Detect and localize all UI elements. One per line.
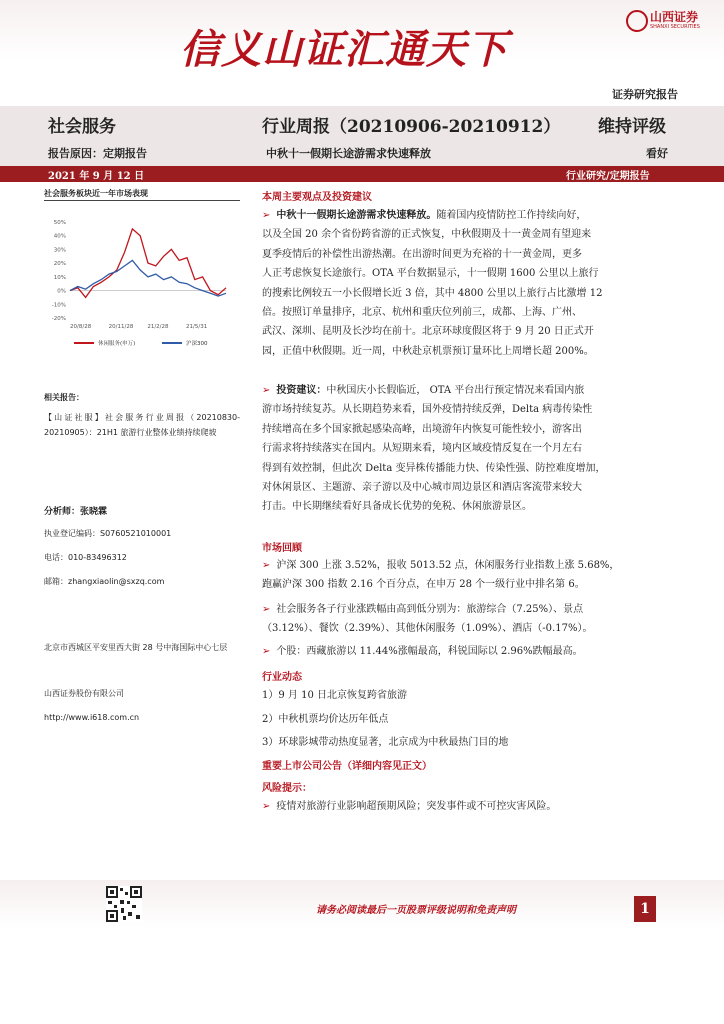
date-bar bbox=[0, 166, 724, 182]
paragraph-invest: ➢ 投资建议：中秋国庆小长假临近， OTA 平台出行预定情况来看国内旅 游市场持续复苏。从长期趋势来看，国外疫情持续反弹，Delta 病毒传染性 持续增高在多个国家掀起感染高峰，出境游年内恢复可能性较小，游客出 行需求将持续落实在国内。从短期来看，境内区域疫情反复在一个月左右 得到有效控制，但此次 Delta 变异株传播能力快、传染性强、防控难度增加， 对休闲景区、主题游、亲子游以及中心城市周边景区和酒店客流带来较大 打击。中长期继续看好具备成长优势的免税、休闲旅游景区。 bbox=[262, 385, 606, 513]
paragraph-market-3: ➢ 个股：西藏旅游以 11.44%涨幅最高，科锐国际以 2.96%跌幅最高。 bbox=[262, 646, 583, 657]
section-risk: 风险提示： bbox=[262, 783, 312, 794]
legend-label: 沪深300 bbox=[186, 341, 208, 347]
disclaimer: 请务必阅读最后一页股票评级说明和免责声明 bbox=[316, 905, 516, 916]
address: 北京市西城区平安里西大街 28 号中海国际中心七层 bbox=[44, 643, 228, 652]
report-reason: 报告原因：定期报告 bbox=[48, 147, 147, 160]
bullet-icon: ➢ bbox=[262, 604, 271, 615]
logo-text: 山西证券 bbox=[650, 10, 699, 24]
section-views: 本周主要观点及投资建议 bbox=[262, 192, 372, 203]
y-tick-label: 0% bbox=[57, 288, 66, 295]
lead-text: 中秋十一假期长途游需求快速释放。 bbox=[276, 210, 437, 221]
news-item: 1）9 月 10 日北京恢复跨省旅游 bbox=[262, 690, 407, 701]
paragraph-market-1: ➢ 沪深 300 上涨 3.52%，报收 5013.52 点，休闲服务行业指数上涨 5.68%， 跑赢沪深 300 指数 2.16 个百分点，在申万 28 个一级行业中排名第 6。 bbox=[262, 560, 620, 591]
section-market: 市场回顾 bbox=[262, 543, 302, 554]
paragraph-holiday: ➢ 中秋十一假期长途游需求快速释放。随着国内疫情防控工作持续向好， 以及全国 20 余个省份跨省游的正式恢复，中秋假期及十一黄金周有望迎来 夏季疫情后的补偿性出游热潮。在出游时间更为充裕的十一黄金周，更多 人正考虑恢复长途旅行。OTA 平台数据显示，十一假期 1600 公里以上旅行 的搜索比例较五一小长假增长近 3 倍，其中 4800 公里以上旅行占比激增 12 倍。按照订单量排序，北京、杭州和重庆位列前三，成都、上海、广州、 武汉、深圳、昆明及长沙均在前十。北京环球度假区将于 9 月 20 日正式开 园，正值中秋假期。近一周，中秋赴京机票预订量环比上周增长超 200%。 bbox=[262, 210, 603, 357]
y-tick-label: 10% bbox=[53, 274, 66, 281]
divider bbox=[44, 200, 240, 201]
sector-name: 社会服务 bbox=[48, 117, 116, 137]
x-tick-label: 20/8/28 bbox=[70, 324, 92, 330]
report-type: 行业研究/定期报告 bbox=[566, 171, 650, 182]
bullet-icon: ➢ bbox=[262, 801, 271, 812]
y-tick-label: 40% bbox=[53, 233, 66, 240]
research-label: 证券研究报告 bbox=[612, 88, 678, 101]
bullet-icon: ➢ bbox=[262, 385, 271, 396]
y-tick-label: 20% bbox=[53, 261, 66, 268]
website-link[interactable]: http://www.i618.com.cn bbox=[44, 713, 140, 722]
bullet-icon: ➢ bbox=[262, 560, 271, 571]
chart-title: 社会服务板块近一年市场表现 bbox=[44, 189, 148, 198]
outlook: 看好 bbox=[646, 147, 668, 160]
report-date: 2021 年 9 月 12 日 bbox=[48, 171, 145, 182]
bullet-icon: ➢ bbox=[262, 210, 271, 221]
related-report: 【山证社服】社会服务行业周报（20210830-20210905）：21H1 旅游行业整体业绩持续爬坡 bbox=[44, 413, 240, 437]
phone: 电话：010-83496312 bbox=[44, 553, 127, 562]
legend-label: 休闲服务(申万) bbox=[98, 341, 136, 347]
company-logo-icon bbox=[626, 10, 648, 32]
y-tick-label: -10% bbox=[51, 302, 66, 309]
rating: 维持评级 bbox=[598, 117, 666, 137]
report-title: 行业周报（20210906-20210912） bbox=[262, 117, 561, 137]
section-announcements: 重要上市公司公告（详细内容见正文） bbox=[262, 761, 432, 772]
sidebar bbox=[44, 188, 240, 199]
section-news: 行业动态 bbox=[262, 672, 302, 683]
series-line bbox=[70, 229, 226, 298]
company-name: 山西证券股份有限公司 bbox=[44, 689, 124, 698]
y-tick-label: -20% bbox=[51, 316, 66, 322]
related-label: 相关报告： bbox=[44, 393, 84, 402]
slogan: 信义山证汇通天下 bbox=[180, 26, 508, 73]
news-item: 2）中秋机票均价达历年低点 bbox=[262, 714, 389, 725]
qr-code-icon bbox=[106, 886, 142, 922]
y-tick-label: 50% bbox=[53, 220, 66, 226]
logo-subtext: SHANXI SECURITIES bbox=[650, 24, 700, 30]
bullet-icon: ➢ bbox=[262, 646, 271, 657]
email[interactable]: 邮箱：zhangxiaolin@sxzq.com bbox=[44, 577, 165, 586]
report-subtitle: 中秋十一假期长途游需求快速释放 bbox=[266, 147, 431, 160]
news-item: 3）环球影城带动热度显著，北京成为中秋最热门目的地 bbox=[262, 737, 509, 748]
market-chart bbox=[44, 206, 240, 356]
x-tick-label: 21/2/28 bbox=[147, 324, 169, 330]
cert-number: 执业登记编码：S0760521010001 bbox=[44, 529, 172, 538]
page-number: 1 bbox=[634, 896, 656, 922]
paragraph-market-2: ➢ 社会服务各子行业涨跌幅由高到低分别为：旅游综合（7.25%）、景点 （3.12%）、餐饮（2.39%）、其他休闲服务（1.09%）、酒店（-0.17%）。 bbox=[262, 604, 593, 635]
x-tick-label: 21/5/31 bbox=[186, 324, 208, 330]
analyst-name: 分析师：张晓霖 bbox=[44, 507, 108, 517]
x-tick-label: 20/11/28 bbox=[108, 324, 134, 330]
y-tick-label: 30% bbox=[53, 247, 66, 254]
lead-text: 投资建议： bbox=[276, 385, 327, 396]
risk-item: ➢ 疫情对旅游行业影响超预期风险；突发事件或不可控灾害风险。 bbox=[262, 801, 557, 812]
